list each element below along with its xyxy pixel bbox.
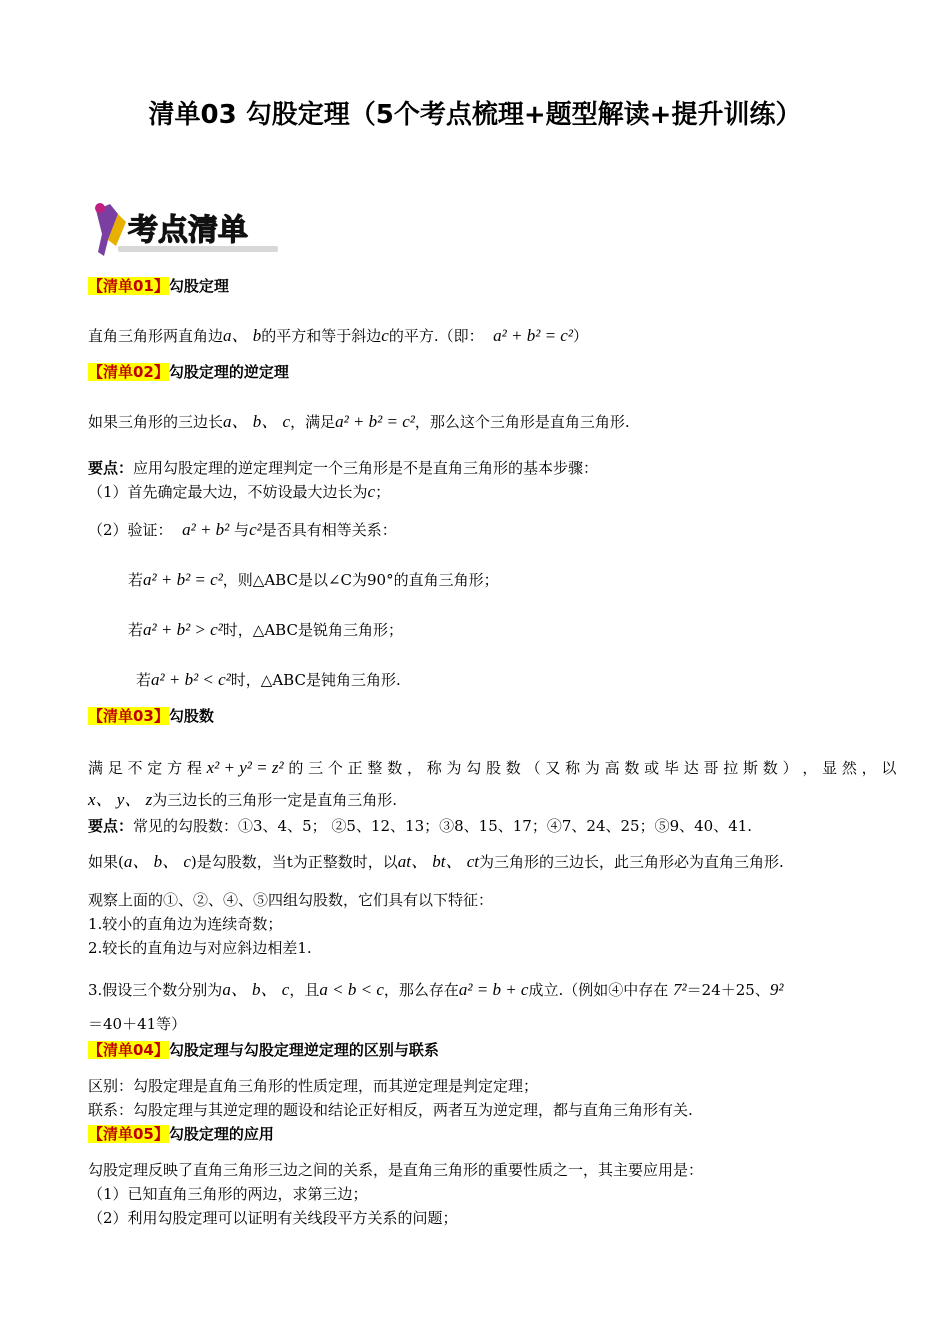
section-tag: 【清单05】: [88, 1125, 169, 1143]
section-03-line2: x、 y、 z为三边长的三角形一定是直角三角形.: [88, 790, 397, 809]
section-tag: 【清单04】: [88, 1041, 169, 1059]
section-02-case-right: 若a² + b² = c²，则△ABC是以∠C为90°的直角三角形；: [128, 570, 499, 589]
section-01-statement: 直角三角形两直角边a、 b的平方和等于斜边c的平方.（即： a² + b² = c²）: [88, 326, 588, 345]
logo-text: 考点清单: [128, 213, 248, 248]
section-tag: 【清单01】: [88, 277, 169, 295]
section-02-case-obtuse: 若a² + b² < c²时，△ABC是钝角三角形.: [136, 670, 401, 689]
section-02-key-point: 要点：应用勾股定理的逆定理判定一个三角形是不是直角三角形的基本步骤：: [88, 459, 599, 477]
section-01-heading: 【清单01】勾股定理: [88, 277, 229, 295]
section-tag: 【清单02】: [88, 363, 169, 381]
section-tag: 【清单03】: [88, 707, 169, 725]
section-03-observe: 观察上面的①、②、④、⑤四组勾股数，它们具有以下特征：: [88, 891, 494, 909]
section-03-feature1: 1.较小的直角边为连续奇数；: [88, 915, 283, 933]
section-03-key-point: 要点：常见的勾股数：①3、4、5； ②5、12、13；③8、15、17；④7、24、25；⑤9、40、41.: [88, 817, 753, 835]
section-05-use2: （2）利用勾股定理可以证明有关线段平方关系的问题；: [88, 1209, 458, 1227]
page-title: 清单03 勾股定理（5个考点梳理+题型解读+提升训练）: [148, 100, 802, 130]
section-05-intro: 勾股定理反映了直角三角形三边之间的关系，是直角三角形的重要性质之一，其主要应用是：: [88, 1161, 704, 1179]
section-03-feature3: 3.假设三个数分别为a、 b、 c，且a < b < c，那么存在a² = b + c成立.（例如④中存在 7²＝24＋25、9²: [88, 980, 784, 999]
section-04-heading: 【清单04】勾股定理与勾股定理逆定理的区别与联系: [88, 1041, 439, 1059]
section-03-feature3-cont: ＝40＋41等）: [88, 1015, 187, 1033]
section-04-difference: 区别：勾股定理是直角三角形的性质定理，而其逆定理是判定定理；: [88, 1077, 539, 1095]
section-05-heading: 【清单05】勾股定理的应用: [88, 1125, 274, 1143]
section-05-use1: （1）已知直角三角形的两边，求第三边；: [88, 1185, 368, 1203]
section-02-case-acute: 若a² + b² > c²时，△ABC是锐角三角形；: [128, 620, 403, 639]
section-03-feature2: 2.较长的直角边与对应斜边相差1.: [88, 939, 312, 957]
section-03-line1: 满 足 不 定 方 程 x² + y² = z² 的 三 个 正 整 数 ， 称 为 勾 股 数 （ 又 称 为 高 数 或 毕 达 哥 拉 斯 数 ） ， 显 然 ， 以: [88, 758, 897, 777]
section-02-statement: 如果三角形的三边长a、 b、 c，满足a² + b² = c²，那么这个三角形是直角三角形.: [88, 412, 630, 431]
section-04-connection: 联系：勾股定理与其逆定理的题设和结论正好相反，两者互为逆定理，都与直角三角形有关.: [88, 1101, 693, 1119]
kaodian-qingdan-logo: [88, 200, 288, 262]
section-02-step1: （1）首先确定最大边，不妨设最大边长为c；: [88, 482, 391, 501]
section-03-scaling: 如果(a、 b、 c)是勾股数，当t为正整数时，以at、 bt、 ct为三角形的三边长，此三角形必为直角三角形.: [88, 852, 784, 871]
logo-graphic: [88, 200, 288, 262]
section-03-heading: 【清单03】勾股数: [88, 707, 214, 725]
section-02-step2: （2）验证： a² + b² 与c²是否具有相等关系：: [88, 520, 397, 539]
section-02-heading: 【清单02】勾股定理的逆定理: [88, 363, 289, 381]
